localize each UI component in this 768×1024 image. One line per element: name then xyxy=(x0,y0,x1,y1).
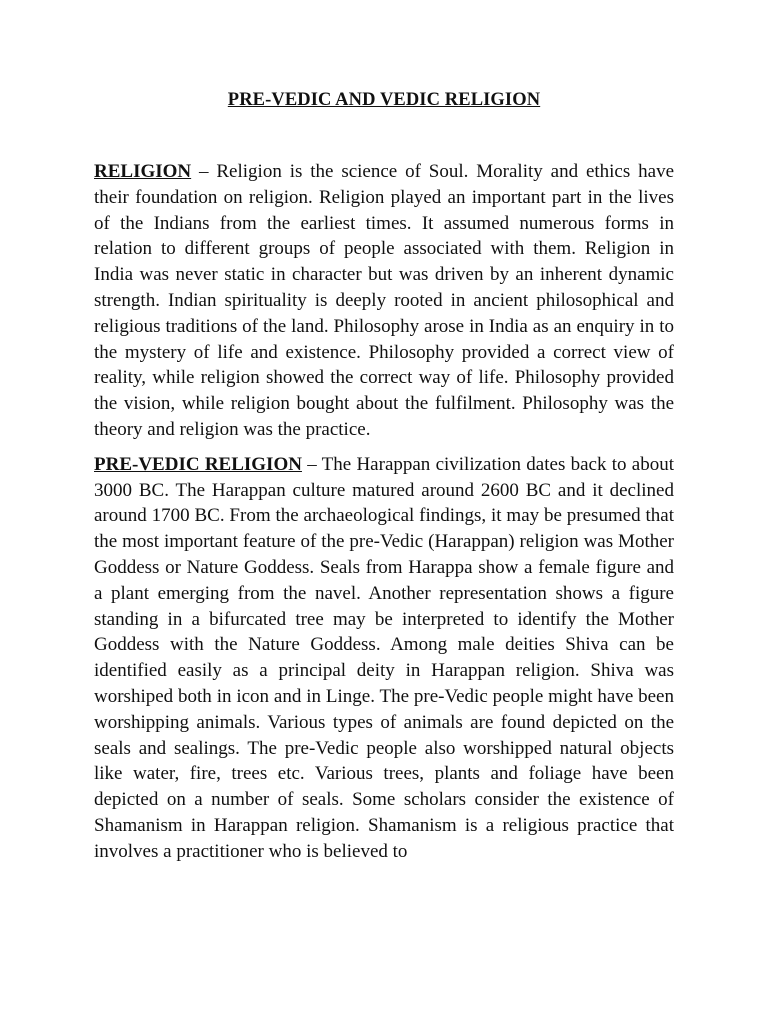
section-body-religion: – Religion is the science of Soul. Morality and ethics have their foundation on religion. Religion played an important part in the lives of the Indians from the earliest times. It assumed numerous forms in relation to different groups of people associated with them. Religion in India was never static in character but was driven by an inherent dynamic strength. Indian spirituality is deeply rooted in ancient philosophical and religious traditions of the land. Philosophy arose in India as an enquiry in to the mystery of life and existence. Philosophy provided a correct view of reality, while religion showed the correct way of life. Philosophy provided the vision, while religion bought about the fulfilment. Philosophy was the theory and religion was the practice. xyxy=(94,161,674,440)
document-page xyxy=(94,88,674,874)
section-religion xyxy=(94,159,674,443)
document-title: PRE-VEDIC AND VEDIC RELIGION xyxy=(227,90,541,110)
section-heading-religion: RELIGION xyxy=(94,161,192,182)
section-pre-vedic-religion xyxy=(94,452,674,865)
section-heading-pre-vedic-religion: PRE-VEDIC RELIGION xyxy=(94,453,302,475)
section-body-pre-vedic-religion: – The Harappan civilization dates back to about 3000 BC. The Harappan culture matured around 2600 BC and it declined around 1700 BC. From the archaeological findings, it may be presumed that the most important feature of the pre-Vedic (Harappan) religion was Mother Goddess or Nature Goddess. Seals from Harappa show a female figure and a plant emerging from the navel. Another representation shows a figure standing in a bifurcated tree may be interpreted to identify the Mother Goddess with the Nature Goddess. Among male deities Shiva can be identified easily as a principal deity in Harappan religion. Shiva was worshiped both in icon and in Linge. The pre-Vedic people might have been worshipping animals. Various types of animals are found depicted on the seals and sealings. The pre-Vedic people also worshipped natural objects like water, fire, trees etc. Various trees, plants and foliage have been depicted on a number of seals. Some scholars consider the existence of Shamanism in Harappan religion. Shamanism is a religious practice that involves a practitioner who is believed to xyxy=(94,453,674,862)
